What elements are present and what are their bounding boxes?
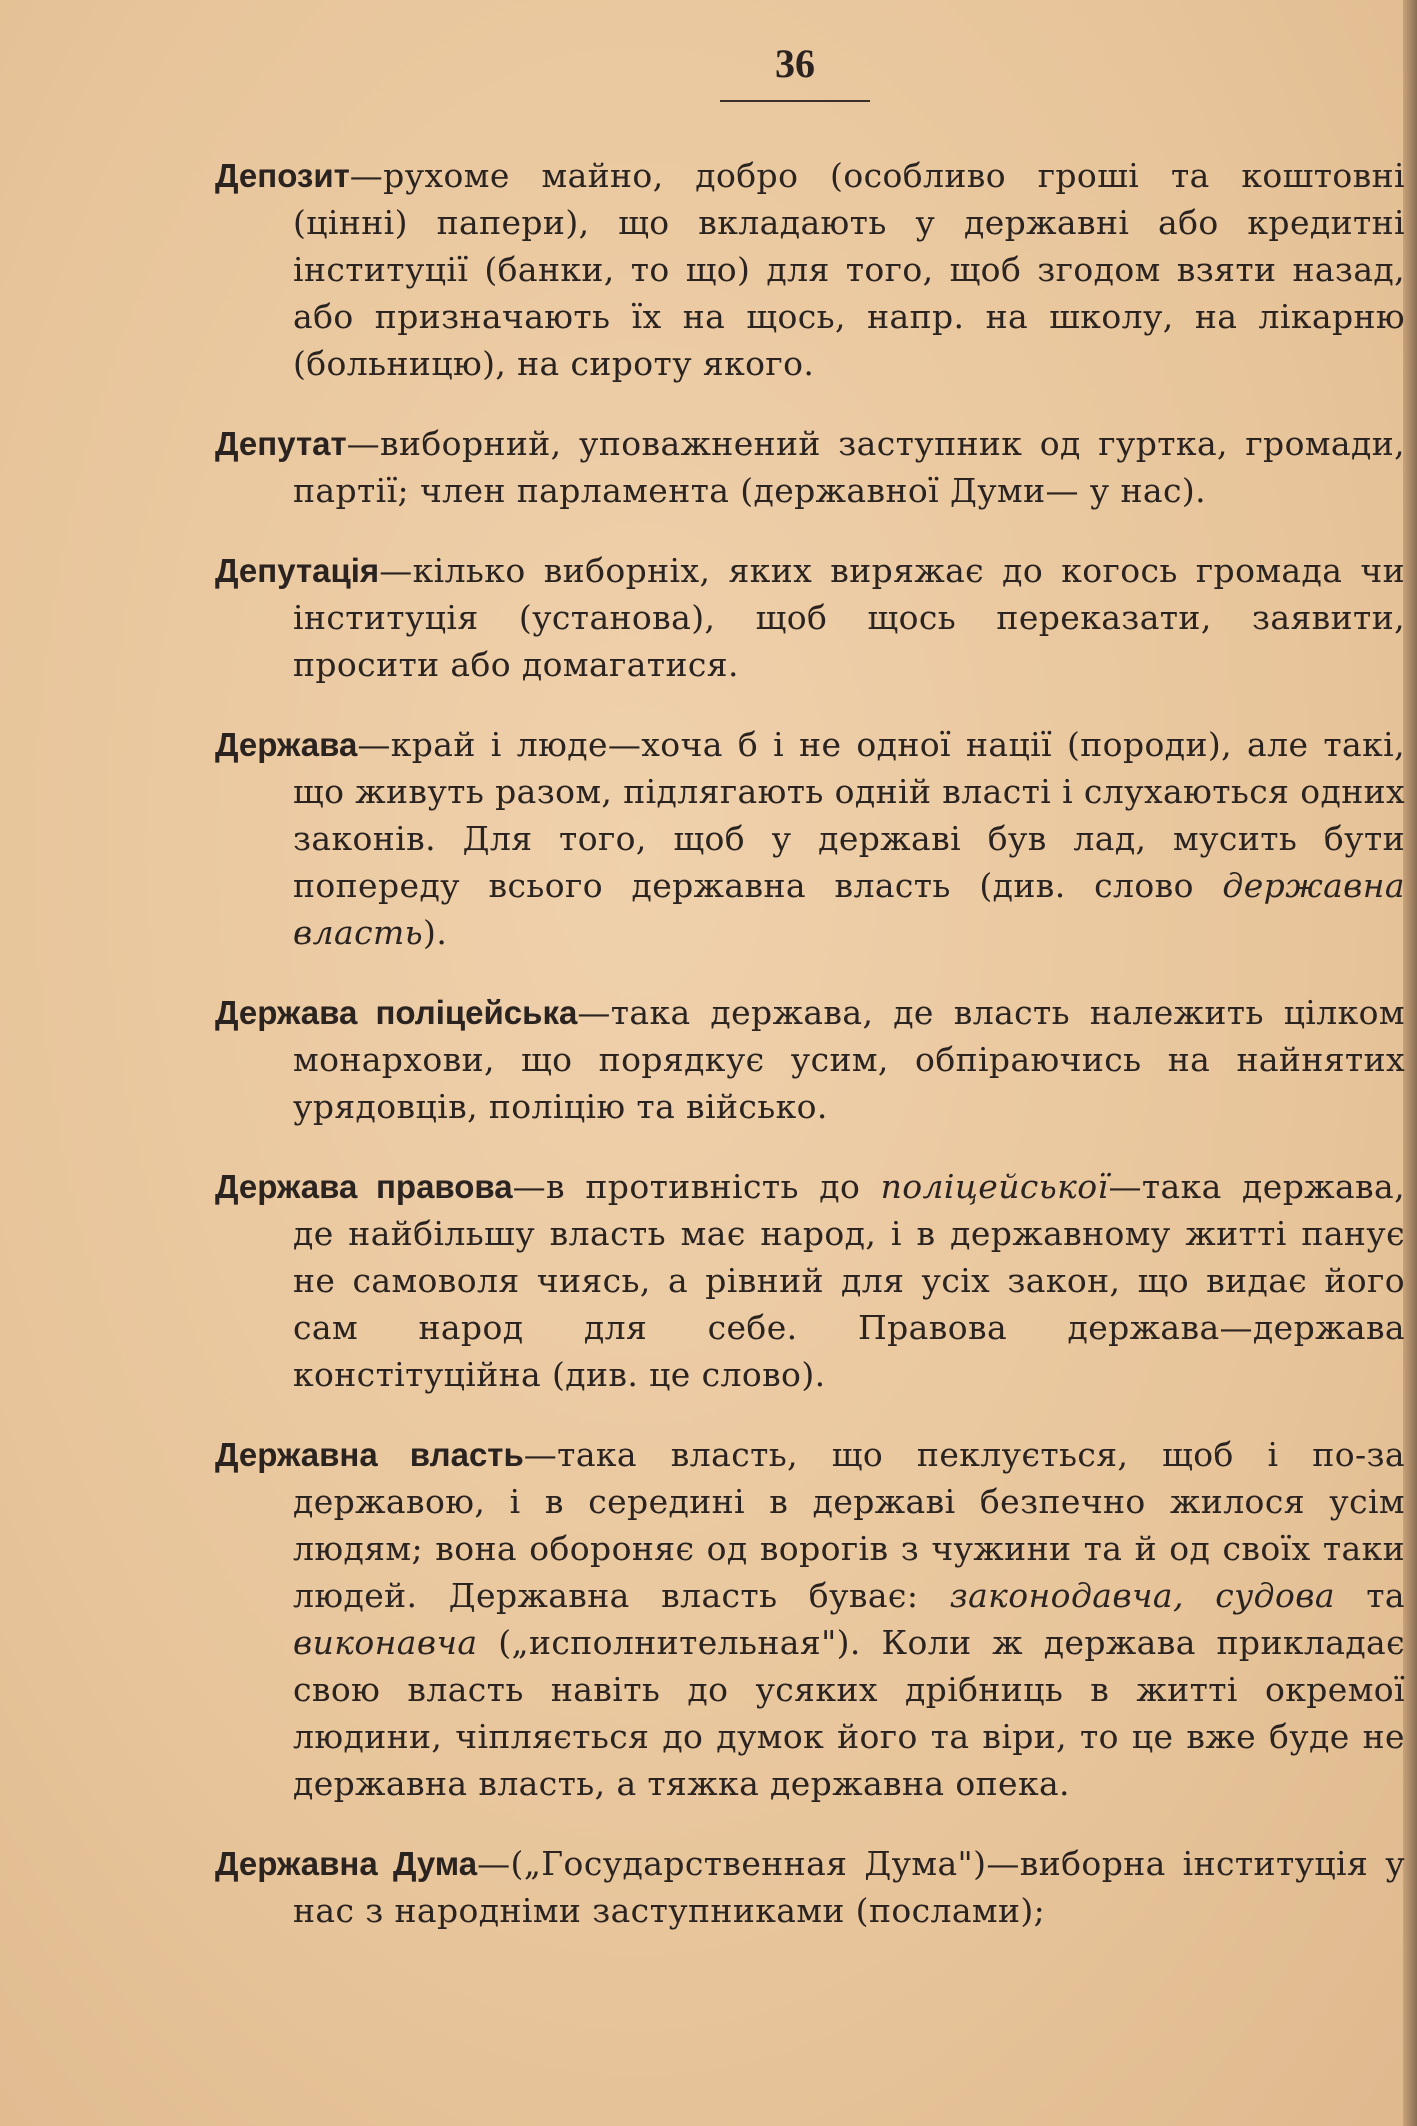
entry-definition: —рухоме майно, добро (особливо гроші та коштовні (цінні) папери), що вкладають у державні або кредитні інституції (банки, то що) для того, щоб згодом взяти назад, або призначають їх на щось, напр. на школу, на лікарню (больницю), на сироту якого.: [293, 156, 1405, 383]
dictionary-entries: [215, 152, 1405, 1936]
entry-definition: —така держава, де власть належить цілком монархови, що порядкує усим, обпіраючись на найнятих урядовців, поліцію та військо.: [293, 993, 1405, 1126]
entry-definition: —виборний, уповажнений заступник од гуртка, громади, партії; член парламента (державної Думи— у нас).: [293, 424, 1405, 510]
entry-definition-end: —така держава, де найбільшу власть має народ, і в державному житті панує не самоволя чиясь, а рівний для усіх закон, що видає його сам народ для себе. Правова держава—держава констітуційна (див. це слово).: [293, 1167, 1405, 1394]
entry-definition-end: ).: [423, 913, 448, 952]
entry-definition-italic: поліцейської: [880, 1167, 1109, 1206]
entry-term: Депозит: [215, 157, 350, 194]
entry-definition-mid: та: [1334, 1576, 1406, 1615]
entry-term: Держава поліцейська: [215, 994, 578, 1031]
entry-derzhava: [215, 721, 1405, 956]
page-edge: [1403, 0, 1417, 2126]
entry-derzhava-politseiska: [215, 989, 1405, 1130]
entry-deposit: [215, 152, 1405, 387]
entry-deputatsiia: [215, 547, 1405, 688]
page-number: 36: [775, 41, 815, 86]
entry-term: Державна власть: [215, 1436, 524, 1473]
entry-term: Державна Дума: [215, 1845, 478, 1882]
entry-term: Депутація: [215, 552, 380, 589]
entry-definition-end: („исполнительная"). Коли ж держава прикладає свою власть навіть до усяких дрібниць в житті окремої людини, чіпляється до думок його та віри, то це вже буде не державна власть, а тяжка державна опека.: [293, 1623, 1405, 1803]
page-number-rule: [720, 100, 870, 102]
entry-derzhavna-vlast: [215, 1431, 1405, 1807]
entry-definition-italic: виконавча: [293, 1623, 478, 1662]
entry-derzhava-pravova: [215, 1163, 1405, 1398]
entry-definition: —край і люде—хоча б і не одної нації (породи), але такі, що живуть разом, підлягають одній власті і слухаються одних законів. Для того, щоб у державі був лад, мусить бути попереду всього державна власть (див. слово: [293, 725, 1406, 905]
entry-deputat: [215, 420, 1405, 514]
entry-definition: —така власть, що пеклується, щоб і по-за державою, і в середині в державі безпечно жилося усім людям; вона обороняє од ворогів з чужини та й од своїх таки людей. Державна власть буває:: [293, 1435, 1405, 1615]
entry-definition-italic: законодавча, судова: [949, 1576, 1335, 1615]
entry-definition: —в противність до: [512, 1167, 881, 1206]
entry-term: Держава: [215, 726, 358, 763]
entry-definition-italic: державна власть: [293, 866, 1405, 952]
entry-definition: —кілько виборніх, яких виряжає до когось громада чи інституція (установа), щоб щось переказати, заявити, просити або домагатися.: [293, 551, 1405, 684]
entry-term: Держава правова: [215, 1168, 513, 1205]
entry-term: Депутат: [215, 425, 347, 462]
entry-derzhavna-duma: [215, 1840, 1405, 1934]
entry-definition: —(„Государственная Дума")—виборна інституція у нас з народніми заступниками (послами);: [293, 1844, 1406, 1930]
